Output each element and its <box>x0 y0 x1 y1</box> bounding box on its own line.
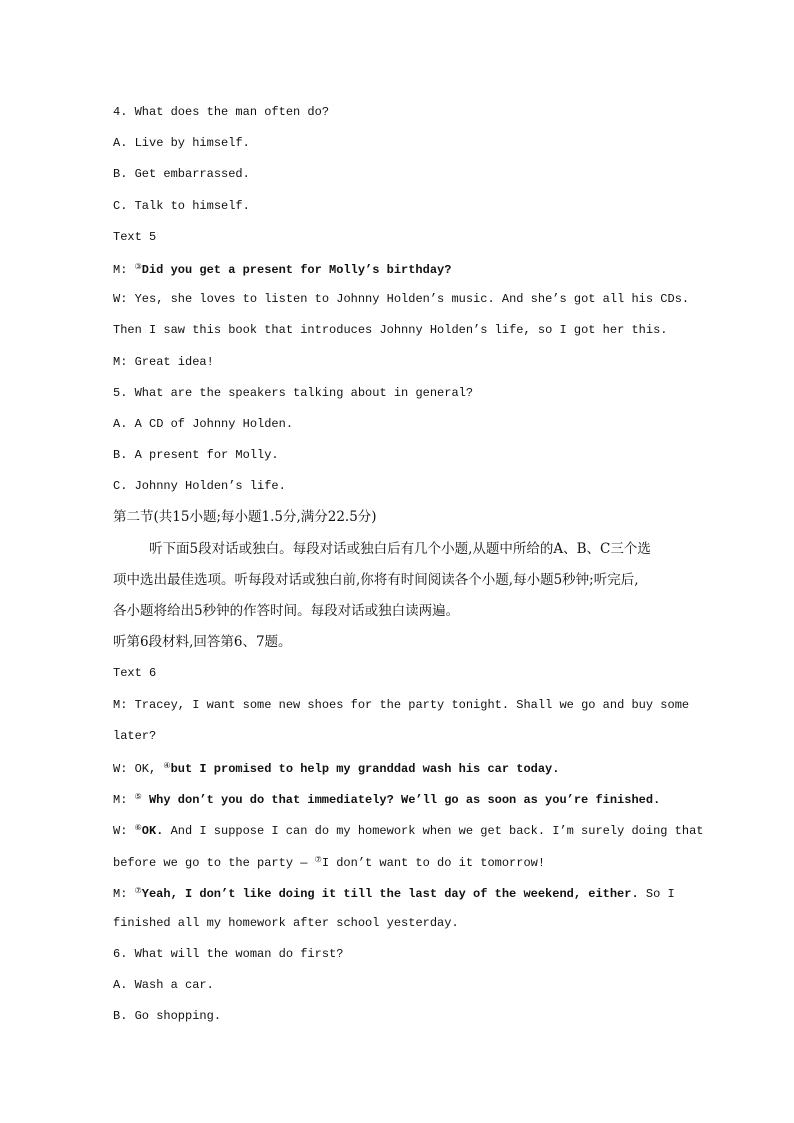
speaker-label: W: OK, <box>113 761 164 776</box>
circled-number-mark: ③ <box>134 262 142 272</box>
text-6-line-7 <box>113 880 683 911</box>
bold-dialogue: Yeah, I don’t like doing it till the last day of the weekend, either. <box>141 886 639 901</box>
bold-dialogue: Did you get a present for Molly’s birthday? <box>141 262 452 277</box>
bold-dialogue: but I promised to help my granddad wash his car today. <box>170 761 560 776</box>
text-6-line-2: later? <box>113 728 157 743</box>
bold-dialogue: Why don’t you do that immediately? We’ll go as soon as you’re finished. <box>141 793 661 808</box>
circled-number-mark: ⑤ <box>134 793 142 803</box>
speaker-label: M: <box>113 262 135 277</box>
text-6-line-3 <box>113 755 683 786</box>
text-6-line-4 <box>113 786 683 817</box>
speaker-label: M: <box>113 793 135 808</box>
text-5-line-2: W: Yes, she loves to listen to Johnny Holden’s music. And she’s got all his CDs. <box>113 292 690 307</box>
q5-option-b: B. A present for Molly. <box>113 448 279 463</box>
circled-number-mark: ⑦ <box>134 886 142 896</box>
text-6-line-6 <box>113 849 683 880</box>
dialogue-text: And I suppose I can do my homework when we get back. I’m surely doing that <box>163 824 704 839</box>
section-2-instructions-3: 各小题将给出5秒钟的作答时间。每段对话或独白读两遍。 <box>113 603 460 619</box>
section-2-instructions-2: 项中选出最佳选项。听每段对话或独白前,你将有时间阅读各个小题,每小题5秒钟;听完后, <box>113 571 639 588</box>
question-5: 5. What are the speakers talking about in general? <box>113 385 474 400</box>
dialogue-text-2: I don’t want to do it tomorrow! <box>321 855 546 870</box>
q5-option-c: C. Johnny Holden’s life. <box>113 479 286 494</box>
section-2-instructions-1: 听下面5段对话或独白。每段对话或独白后有几个小题,从题中所给的A、B、C三个选 <box>149 540 651 557</box>
circled-number-mark: ④ <box>163 761 171 771</box>
question-6: 6. What will the woman do first? <box>113 947 344 962</box>
text-5-line-3: Then I saw this book that introduces Johnny Holden’s life, so I got her this. <box>113 323 668 338</box>
section-2-instructions-4: 听第6段材料,回答第6、7题。 <box>113 634 292 651</box>
text-6-title: Text 6 <box>113 666 157 681</box>
bold-dialogue: OK. <box>141 824 164 839</box>
q4-option-a: A. Live by himself. <box>113 136 250 151</box>
text-5-line-1 <box>113 256 683 287</box>
q4-option-c: C. Talk to himself. <box>113 198 250 213</box>
q4-option-b: B. Get embarrassed. <box>113 167 250 182</box>
text-6-line-8: finished all my homework after school yesterday. <box>113 915 459 930</box>
section-2-heading: 第二节(共15小题;每小题1.5分,满分22.5分) <box>113 509 377 526</box>
text-5-title: Text 5 <box>113 229 157 244</box>
q5-option-a: A. A CD of Johnny Holden. <box>113 416 294 431</box>
speaker-label: M: <box>113 886 135 901</box>
text-6-line-5 <box>113 817 704 848</box>
question-4: 4. What does the man often do? <box>113 105 330 119</box>
dialogue-text: So I <box>638 886 675 901</box>
q6-option-a: A. Wash a car. <box>113 978 214 993</box>
speaker-label: W: <box>113 824 135 839</box>
circled-number-mark: ⑦ <box>314 855 322 865</box>
text-5-line-4: M: Great idea! <box>113 354 214 369</box>
page-content <box>113 100 704 1036</box>
dialogue-text: before we go to the party — <box>113 855 315 870</box>
text-6-line-1: M: Tracey, I want some new shoes for the party tonight. Shall we go and buy some <box>113 697 690 712</box>
circled-number-mark: ⑥ <box>134 824 142 834</box>
q6-option-b: B. Go shopping. <box>113 1009 222 1024</box>
